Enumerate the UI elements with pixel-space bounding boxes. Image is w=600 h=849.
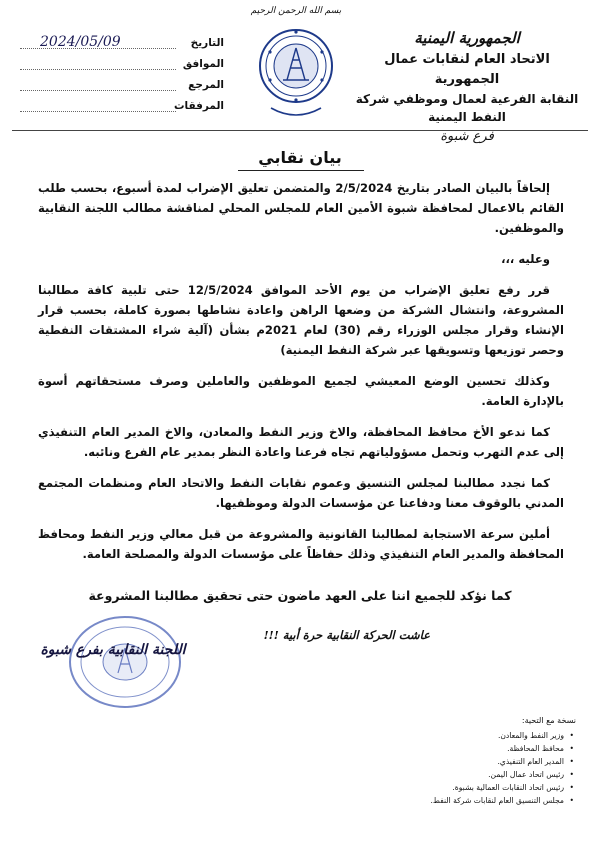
official-stamp: [66, 613, 184, 711]
copy-recipient: • مجلس التنسيق العام لنقابات شركة النفط.: [406, 794, 564, 807]
reference-line: [20, 76, 176, 91]
attachments-row: [14, 91, 224, 112]
paragraph-5: كما ندعو الأخ محافظ المحافظة، والاخ وزير النفط والمعادن، والاخ المدير العام التنفيذي إلى عدم التهرب وتحمل مسؤولياتهم تجاه فرعنا واعادة النظر بمدير عام الفرع ونائبه.: [38, 425, 564, 459]
reference-label: المرجع: [188, 79, 224, 91]
branch-name: فرع شبوة: [440, 129, 494, 144]
union-name: الاتحاد العام لنقابات عمال الجمهورية: [384, 52, 550, 87]
attachments-line: [20, 97, 176, 112]
corresponding-row: [14, 49, 224, 70]
date-row: [14, 28, 224, 49]
reference-row: [14, 70, 224, 91]
copies-heading: نسخة مع التحية:: [521, 716, 576, 725]
copy-recipient: • رئيس اتحاد عمال اليمن.: [406, 768, 564, 781]
paragraph-1: إلحاقاً بالبيان الصادر بتاريخ 2/5/2024 والمتضمن تعليق الإضراب لمدة أسبوع، بحسب طلب القائم بالاعمال لمحافظة شبوة الأمين العام للمجلس المحلي لمناقشة مطالب اللجنة النقابية والموظفين.: [38, 181, 564, 235]
corresponding-label: الموافق: [182, 58, 224, 70]
document-title: بيان نقابي: [258, 148, 342, 167]
copy-recipient: • رئيس اتحاد النقابات العمالية بشبوة.: [406, 781, 564, 794]
country-name: الجمهورية اليمنية: [414, 29, 520, 47]
date-value: 2024/05/09: [40, 34, 121, 50]
signature-committee: اللجنة النقابية بفرع شبوة: [40, 642, 186, 658]
paragraph-4: وكذلك تحسين الوضع المعيشي لجميع الموظفين والعاملين وصرف مستحقاتهم أسوة بالإدارة العامة.: [38, 374, 564, 408]
statement-body: [38, 178, 564, 575]
paragraph-6: كما نجدد مطالبنا لمجلس التنسيق وعموم نقابات النفط والاتحاد العام ومنظمات المجتمع المدني بالوقوف معنا ودفاعنا عن مؤسسات الدولة وموظفيها.: [38, 476, 564, 510]
attachments-label: المرفقات: [173, 100, 224, 112]
corresponding-line: [20, 55, 176, 70]
copy-recipient: • المدير العام التنفيذي.: [406, 755, 564, 768]
closing-statement: كما نؤكد للجميع اننا على العهد ماضون حتى تحقيق مطالبنا المشروعة: [88, 588, 512, 603]
copy-recipient: • محافظ المحافظة.: [406, 742, 564, 755]
paragraph-3: قرر رفع تعليق الإضراب من يوم الأحد الموافق 12/5/2024 حتى تلبية كافة مطالبنا المشروعة، وانتشال الشركة من وضعها الراهن واعادة نشاطها بصورة كاملة، بحسب قرار الإنشاء وقرار مجلس الوزراء رقم (30) لعام 2021م بشأن (آلية شراء المشتقات النفطية وحصر توزيعها وتسويقها عبر شركة النفط اليمنية): [38, 283, 564, 357]
date-label: التاريخ: [190, 37, 224, 49]
title-underline: [238, 170, 364, 171]
paragraph-2: وعليه ،،،: [501, 252, 550, 266]
paragraph-7: أملين سرعة الاستجابة لمطالبنا القانونية والمشروعة من قبل معالي وزير النفط ومحافظ المحافظة والمدير العام التنفيذي وذلك حفاظاً على مؤسسات الدولة والمصلحة العامة.: [38, 527, 564, 561]
copies-list: [406, 714, 576, 807]
date-line: [20, 34, 176, 49]
branch-union-name: النقابة الفرعية لعمال وموظفي شركة النفط اليمنية: [355, 92, 579, 124]
header-divider: [12, 130, 588, 131]
union-logo: [257, 14, 335, 126]
letter-meta: [14, 28, 224, 112]
letterhead: [352, 28, 582, 146]
slogan: عاشت الحركة النقابية حرة أبية !!!: [263, 628, 430, 642]
copy-recipient: • وزير النفط والمعادن.: [406, 729, 564, 742]
basmala: بسم الله الرحمن الرحيم: [250, 6, 342, 16]
